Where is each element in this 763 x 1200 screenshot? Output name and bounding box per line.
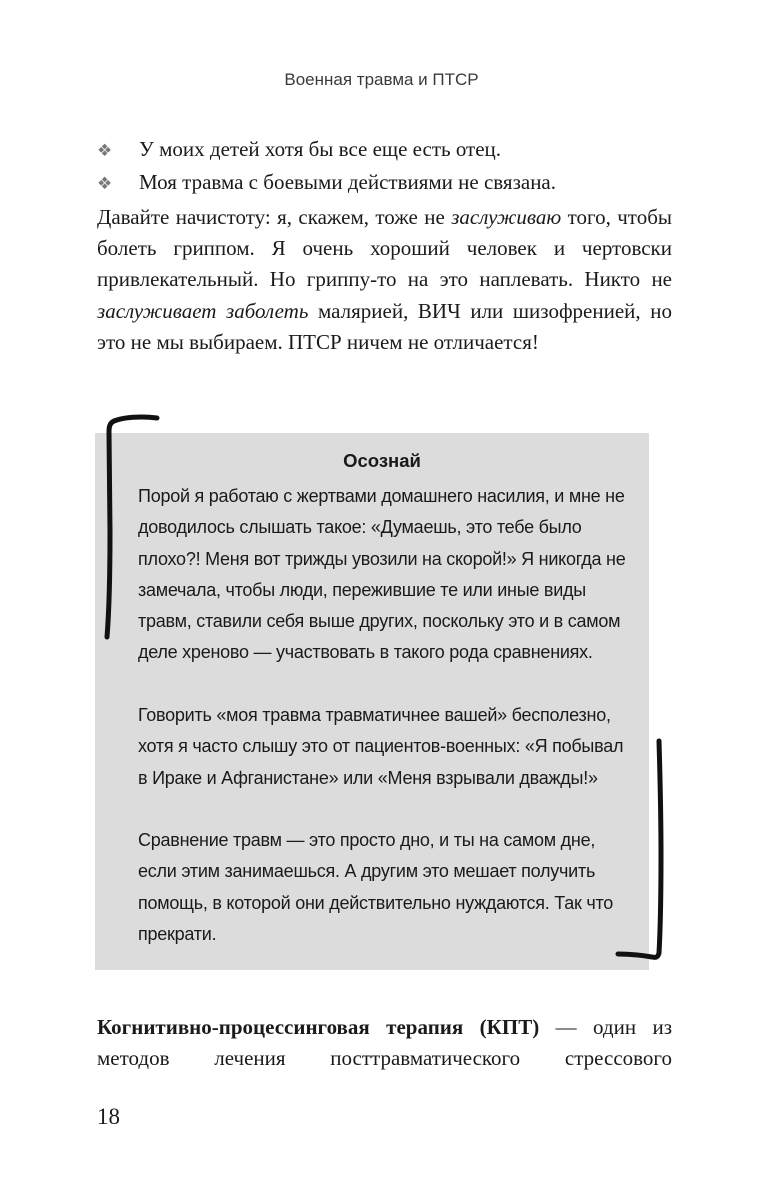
emphasis-text: заслуживает заболеть (97, 298, 309, 323)
list-item (97, 134, 672, 167)
body-paragraph (97, 202, 672, 358)
callout-title: Осознай (343, 450, 421, 471)
callout-paragraph: Сравнение травм — это просто дно, и ты на самом дне, если этим занимаешься. А другим это мешает получить помощь, в которой они действительно нуждаются. Так что прекрати. (138, 830, 614, 944)
body-paragraph (97, 1012, 672, 1074)
running-head: Военная травма и ПТСР (284, 70, 479, 89)
four-diamond-bullet-icon: ❖ (97, 141, 113, 161)
bullet-text: У моих детей хотя бы все еще есть отец. (139, 137, 502, 161)
term-heading: Когнитивно-процессинговая терапия (КПТ) (97, 1015, 540, 1039)
emphasis-text: заслуживаю (451, 205, 562, 229)
callout-paragraph: Говорить «моя травма травматичнее вашей» бесполезно, хотя я часто слышу это от пациентов-военных: «Я побывал в Ираке и Афганистане» или «Меня взрывали дважды!» (138, 705, 624, 788)
page-number: 18 (97, 1104, 120, 1129)
paragraph-text: малярией, ВИЧ или шизофренией, но это не мы выбираем. ПТСР ничем не отличается! (97, 298, 672, 354)
four-diamond-bullet-icon: ❖ (97, 174, 113, 194)
bullet-text: Моя травма с боевыми действиями не связана. (139, 170, 557, 194)
paragraph-text: — один из методов лечения посттравматического стрессового (97, 1015, 672, 1071)
paragraph-text: того, чтобы болеть гриппом. Я очень хороший человек и чертовски привлекательный. Но гриппу-то на это наплевать. Никто не (97, 205, 673, 292)
callout-paragraph: Порой я работаю с жертвами домашнего насилия, и мне не доводилось слышать такое: «Думаешь, это тебе было плохо?! Меня вот трижды увозили на скорой!» Я никогда не замечала, чтобы люди, пережившие те или иные виды травм, ставили себя выше других, поскольку это и в самом деле хреново — участвовать в такого рода сравнениях. (138, 486, 626, 663)
paragraph-text: Давайте начистоту: я, скажем, тоже не (97, 205, 452, 229)
list-item (97, 167, 672, 200)
bullet-list (97, 134, 672, 200)
